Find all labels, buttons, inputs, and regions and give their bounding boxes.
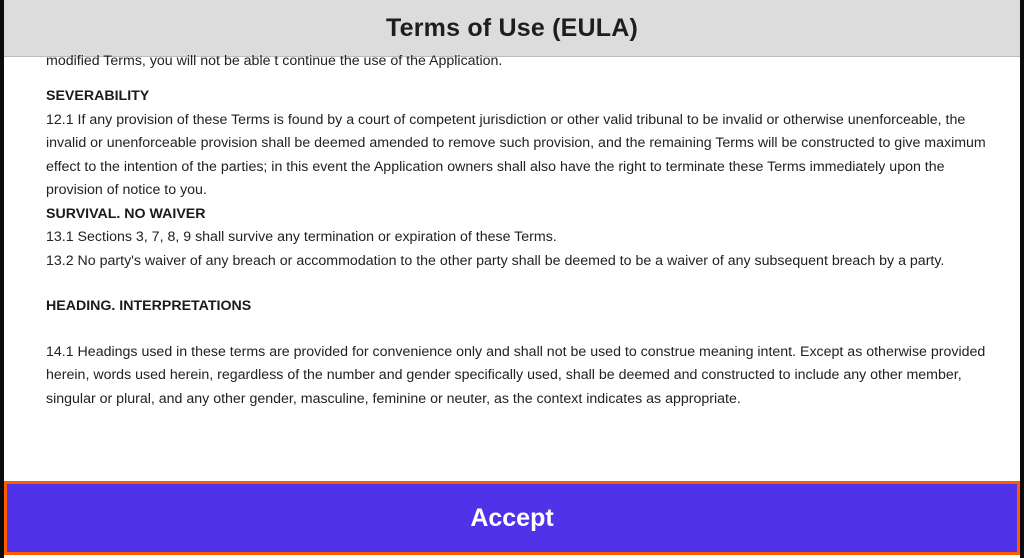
dialog-title: Terms of Use (EULA): [386, 13, 638, 42]
dialog-title-bar: [4, 0, 1020, 57]
eula-dialog: [4, 0, 1020, 558]
spacer: [46, 73, 996, 85]
terms-paragraph-12-1: 12.1 If any provision of these Terms is found by a court of competent jurisdiction or other valid tribunal to be invalid or otherwise unenforceable, the invalid or unenforceable provision shall be deemed amended to remove such provision, and the remaining Terms will be constructed to give maximum effect to the intention of the parties; in this event the Application owners shall also have the right to terminate these Terms immediately upon the provision of notice to you.: [46, 111, 986, 198]
terms-paragraph-14-1: 14.1 Headings used in these terms are provided for convenience only and shall not be used to construe meaning intent. Except as otherwise provided herein, words used herein, regardless of the number and gender specifically used, shall be deemed and constructed to include any other member, singular or plural, and any other gender, masculine, feminine or neuter, as the context indicates as appropriate.: [46, 343, 986, 407]
terms-paragraph-13-2: 13.2 No party's waiver of any breach or accommodation to the other party shall be deemed to be a waiver of any subsequent breach by a party.: [46, 252, 945, 269]
section-heading-survival: SURVIVAL. NO WAIVER: [46, 205, 206, 222]
section-heading-severability: SEVERABILITY: [46, 88, 150, 104]
terms-scroll-area[interactable]: [46, 50, 996, 478]
spacer: [46, 273, 996, 295]
terms-paragraph-13-1: 13.1 Sections 3, 7, 8, 9 shall survive any termination or expiration of these Terms.: [46, 229, 557, 245]
accept-button[interactable]: Accept: [7, 484, 1017, 552]
scrollbar-track[interactable]: [1014, 56, 1020, 478]
section-heading-interpretations: HEADING. INTERPRETATIONS: [46, 298, 252, 314]
accept-button-focus-ring: [4, 481, 1020, 555]
terms-partial-line: modified Terms, you will not be able t continue the use of the Application.: [46, 53, 503, 69]
spacer: [46, 319, 996, 341]
